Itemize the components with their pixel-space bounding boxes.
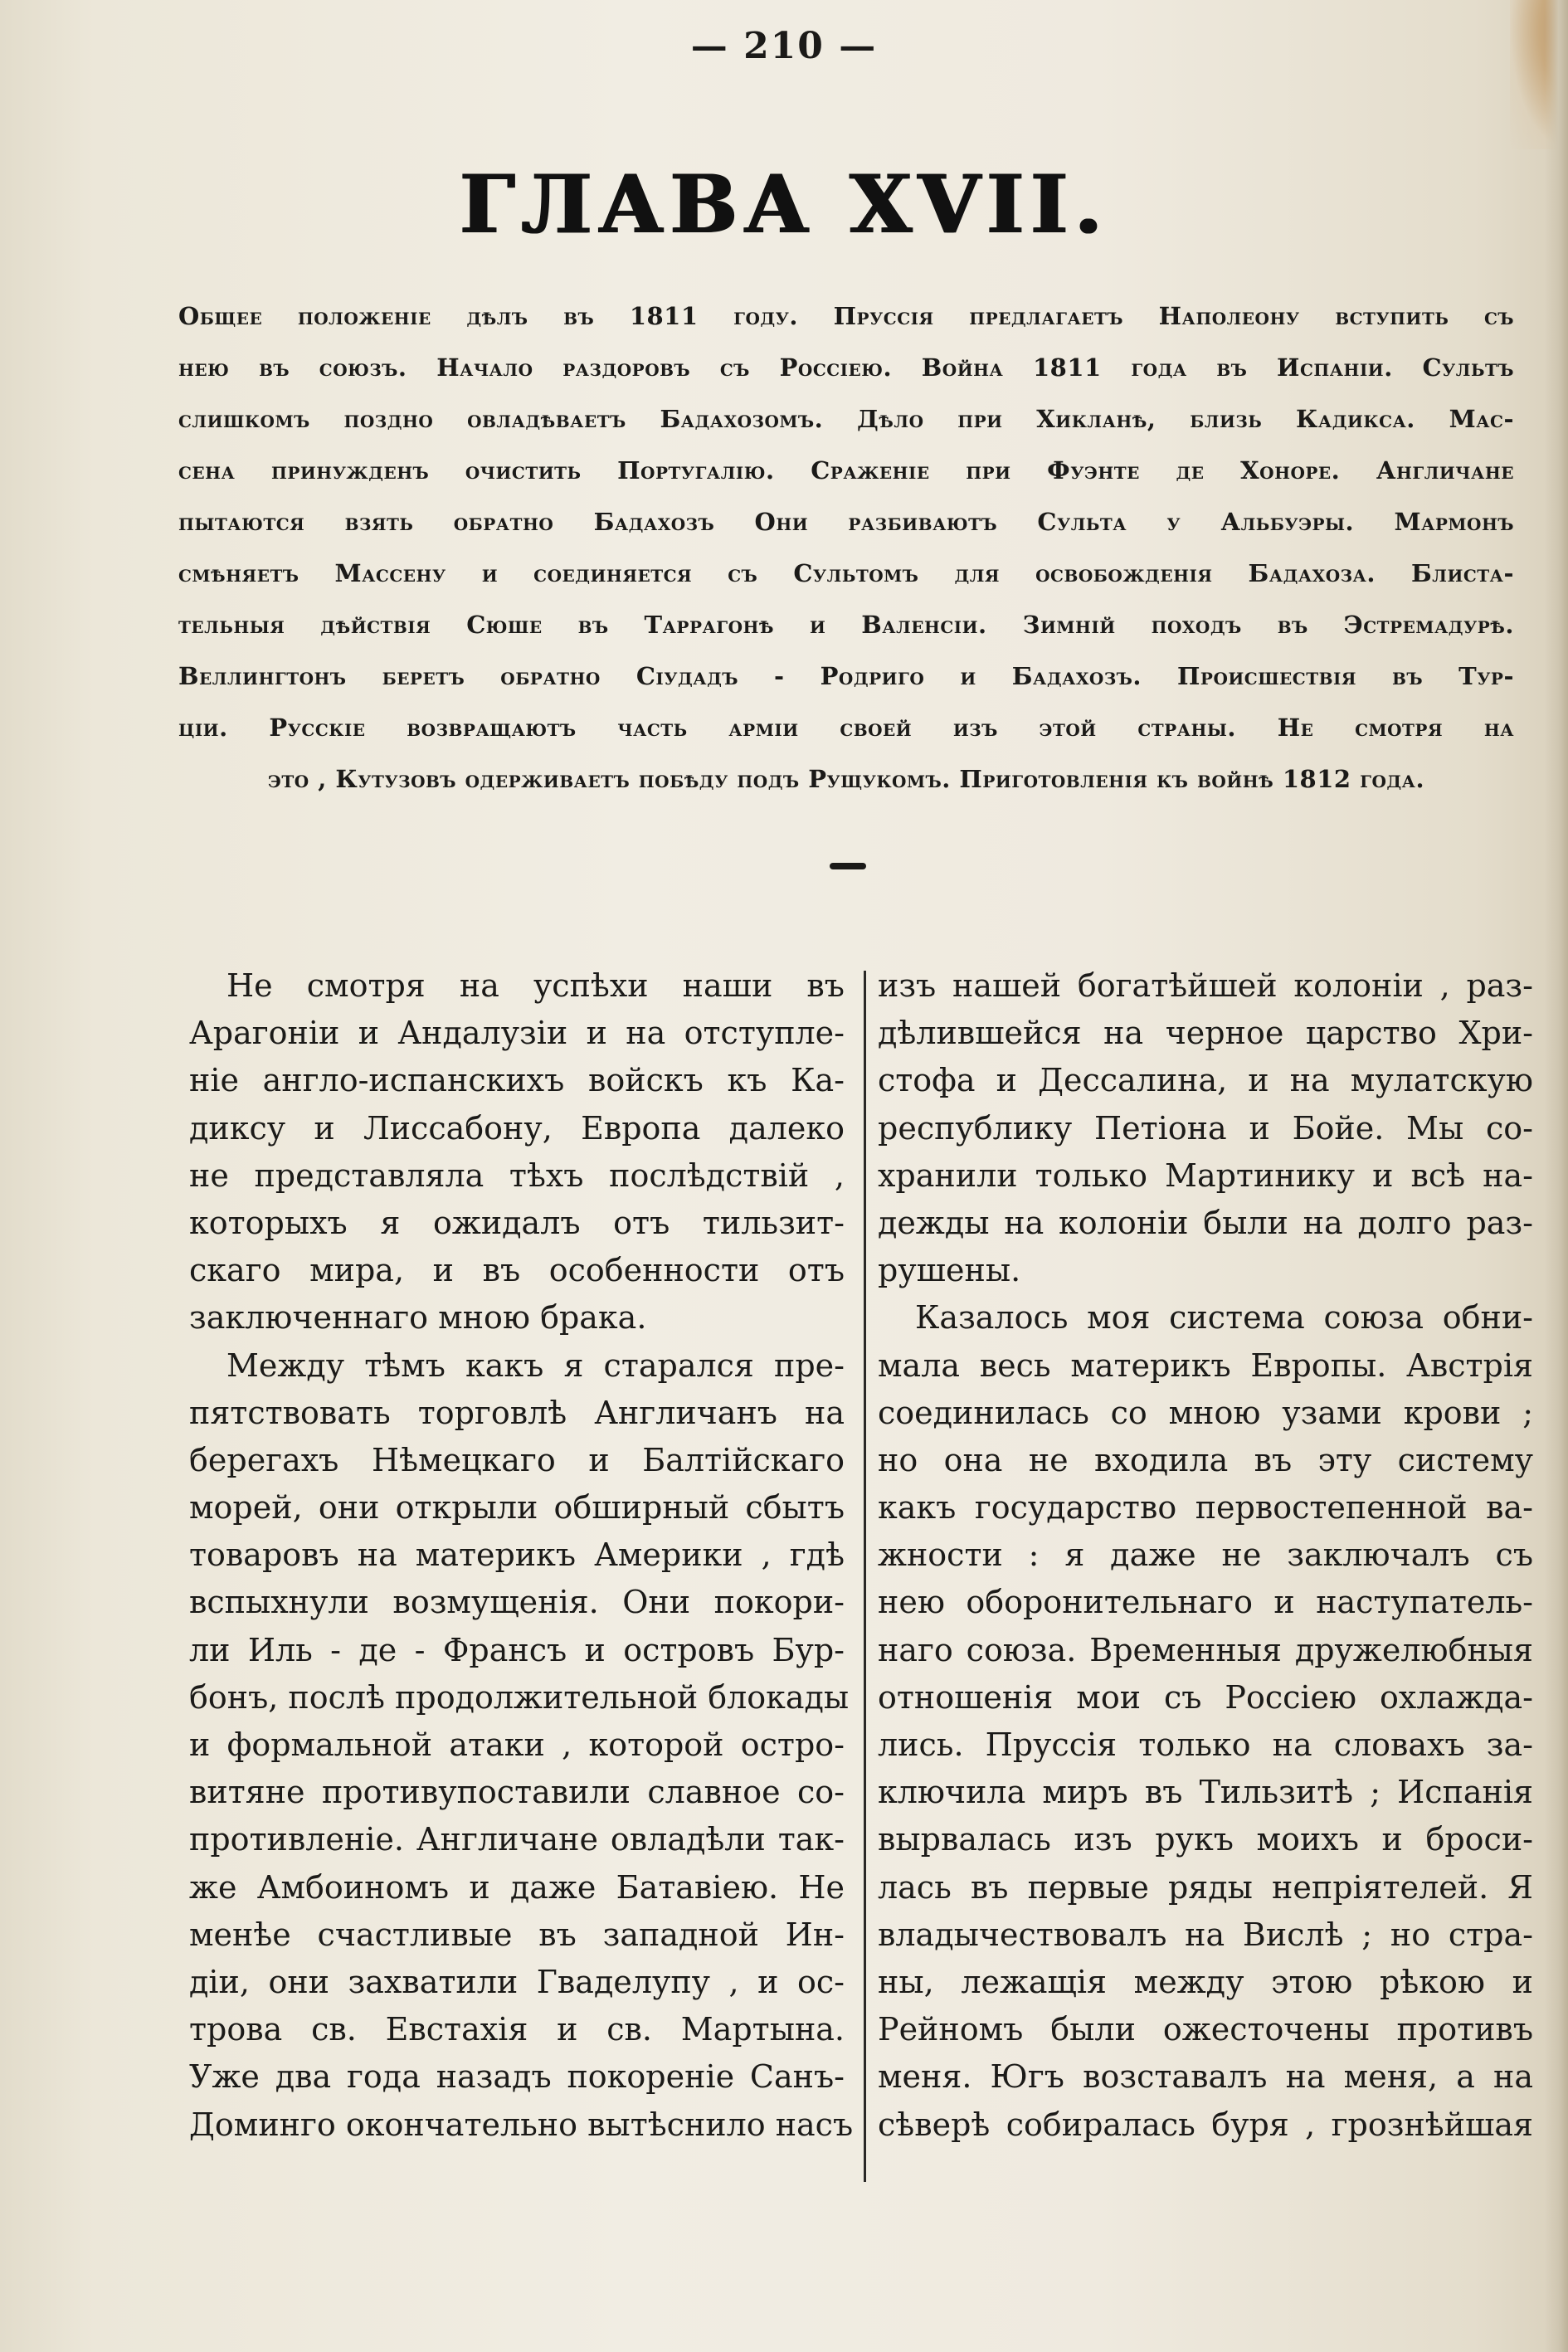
text-line: диксу и Лиссабону, Европа далеко [189, 1109, 845, 1147]
text-line: Арагоніи и Андалузіи и на отступле- [189, 1015, 845, 1052]
text-line: рушены. [878, 1252, 1021, 1289]
text-line: ны, лежащія между этою рѣкою и [878, 1963, 1533, 2000]
summary-line: Общее положеніе дѣлъ въ 1811 году. Пруссія предлагаетъ Наполеону вступить съ [178, 302, 1515, 330]
summary-line: ціи. Русскіе возвращаютъ часть арміи своей изъ этой страны. Не смотря на [178, 713, 1514, 742]
text-line: дежды на колоніи были на долго раз- [878, 1204, 1533, 1241]
text-line: но она не входила въ эту систему [878, 1441, 1533, 1478]
text-line: которыхъ я ожидалъ отъ тильзит- [189, 1204, 845, 1241]
text-line: Не смотря на успѣхи наши въ [226, 967, 845, 1004]
text-line: жности : я даже не заключалъ съ [878, 1536, 1533, 1574]
text-line: Доминго окончательно вытѣснило насъ [189, 2106, 854, 2143]
summary-line: нею въ союзъ. Начало раздоровъ съ Россіею. Война 1811 года въ Испаніи. Сультъ [178, 353, 1514, 382]
text-line: наго союза. Временныя дружелюбныя [878, 1631, 1533, 1668]
text-line: соединилась со мною узами крови ; [878, 1394, 1533, 1431]
summary-line: смѣняетъ Массену и соединяется съ Сультомъ для освобожденія Бадахоза. Блиста- [178, 559, 1514, 587]
text-line: менѣе счастливые въ западной Ин- [189, 1916, 845, 1953]
text-line: скаго мира, и въ особенности отъ [189, 1252, 845, 1289]
text-line: діи, они захватили Гваделупу , и ос- [189, 1963, 845, 2000]
page-edge-shadow [1545, 0, 1568, 2352]
text-line: трова св. Евстахія и св. Мартына. [189, 2011, 845, 2048]
text-line: какъ государство первостепенной ва- [878, 1489, 1533, 1527]
text-line: заключеннаго мною брака. [189, 1299, 647, 1337]
summary-line: пытаются взять обратно Бадахозъ Они разбиваютъ Сульта у Альбуэры. Мармонъ [178, 508, 1514, 536]
text-line: изъ нашей богатѣйшей колоніи , раз- [878, 967, 1533, 1004]
text-line: пятствовать торговлѣ Англичанъ на [189, 1394, 845, 1431]
text-line: мала весь материкъ Европы. Австрія [878, 1346, 1533, 1384]
text-line: не представляла тѣхъ послѣдствій , [189, 1157, 845, 1194]
text-line: отношенія мои съ Россіею охлажда- [878, 1678, 1533, 1716]
text-line: республику Петіона и Бойе. Мы со- [878, 1109, 1533, 1147]
text-line: Уже два года назадъ покореніе Санъ- [189, 2058, 845, 2096]
text-line: лась въ первые ряды непріятелей. Я [878, 1868, 1533, 1906]
text-line: витяне противупоставили славное со- [189, 1774, 845, 1811]
chapter-title: ГЛАВА XVII. [459, 158, 1109, 251]
text-line: Рейномъ были ожесточены противъ [878, 2011, 1533, 2048]
section-ornament [830, 863, 866, 869]
left-column [189, 962, 854, 2149]
text-line: же Амбоиномъ и даже Батавіею. Не [189, 1868, 845, 1906]
text-line: Между тѣмъ какъ я старался пре- [226, 1346, 845, 1384]
text-line: Казалось моя система союза обни- [915, 1299, 1533, 1337]
summary-line: Веллингтонъ беретъ обратно Сіудадъ - Родриго и Бадахозъ. Происшествія въ Тур- [178, 662, 1514, 690]
text-line: ли Иль - де - Франсъ и островъ Бур- [189, 1631, 845, 1668]
summary-line: это , Кутузовъ одерживаетъ побѣду подъ Рущукомъ. Приготовленія къ войнѣ 1812 года. [267, 765, 1425, 793]
text-line: владычествовалъ на Вислѣ ; но стра- [878, 1916, 1533, 1953]
text-line: нею оборонительнаго и наступатель- [878, 1584, 1533, 1621]
text-line: берегахъ Нѣмецкаго и Балтійскаго [189, 1441, 845, 1478]
text-line: меня. Югъ возставалъ на меня, а на [878, 2058, 1533, 2096]
right-column [878, 962, 1533, 2149]
text-line: вспыхнули возмущенія. Они покори- [189, 1584, 845, 1621]
page-number: — 210 — [690, 25, 878, 67]
summary-line: тельныя дѣйствія Сюше въ Таррагонѣ и Валенсіи. Зимній походъ въ Эстремадурѣ. [178, 611, 1514, 639]
text-line: противленіе. Англичане овладѣли так- [189, 1821, 845, 1858]
text-line: лись. Пруссія только на словахъ за- [878, 1726, 1533, 1763]
text-line: ніе англо-испанскихъ войскъ къ Ка- [189, 1062, 845, 1099]
summary-line: слишкомъ поздно овладѣваетъ Бадахозомъ. Дѣло при Хикланѣ, близь Кадикса. Мас- [178, 405, 1514, 433]
text-line: стофа и Дессалина, и на мулатскую [878, 1062, 1533, 1099]
text-line: ключила миръ въ Тильзитѣ ; Испанія [878, 1774, 1533, 1811]
text-line: вырвалась изъ рукъ моихъ и броси- [878, 1821, 1533, 1858]
text-line: бонъ, послѣ продолжительной блокады [189, 1678, 850, 1716]
text-line: товаровъ на материкъ Америки , гдѣ [189, 1536, 845, 1574]
column-divider [864, 971, 866, 2182]
text-line: и формальной атаки , которой остро- [189, 1726, 845, 1763]
text-line: морей, они открыли обширный сбытъ [189, 1489, 845, 1527]
text-line: хранили только Мартинику и всѣ на- [878, 1157, 1533, 1194]
summary-line: сена принужденъ очистить Португалію. Сраженіе при Фуэнте де Хоноре. Англичане [178, 456, 1514, 485]
text-line: дѣлившейся на черное царство Хри- [878, 1015, 1533, 1052]
chapter-summary [178, 290, 1514, 805]
text-line: сѣверѣ собиралась буря , грознѣйшая [878, 2106, 1533, 2143]
